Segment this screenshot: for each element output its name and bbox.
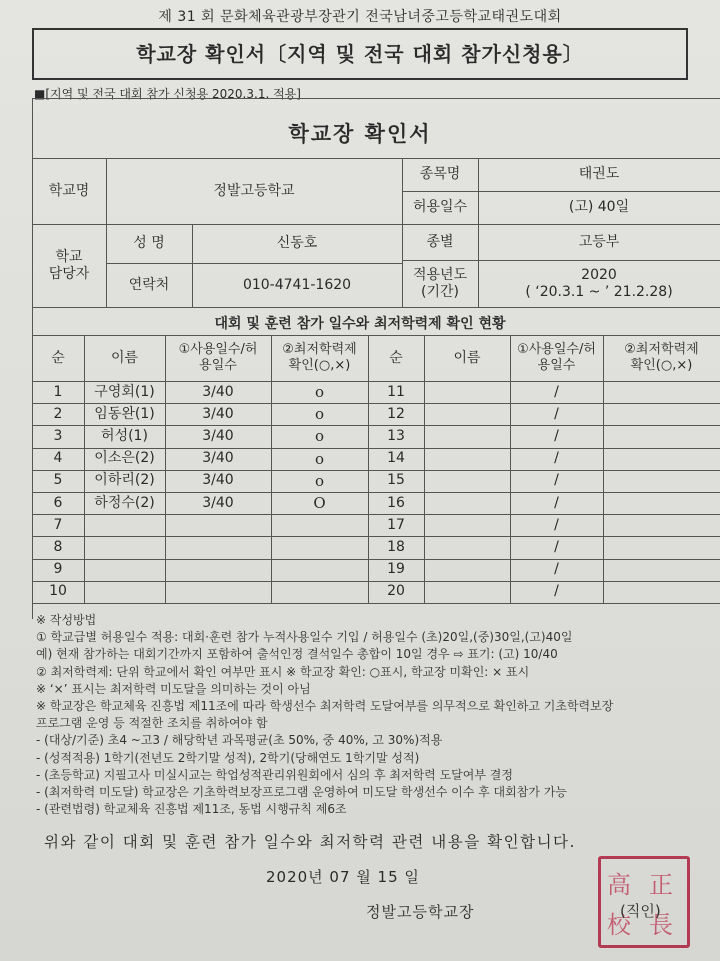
athlete-name — [424, 403, 510, 425]
header-no-left: 순 — [51, 349, 65, 366]
min-grade-check-mark — [603, 559, 720, 581]
signature-date: 2020년 07 월 15 일 — [266, 868, 420, 886]
form-version-note: ■[지역 및 전국 대회 참가 신청용 2020.3.1. 적용] — [34, 87, 301, 101]
document-title: 학교장 확인서 — [288, 122, 432, 146]
used-days: / — [554, 383, 559, 400]
school-name-value: 정발고등학교 — [213, 182, 295, 199]
min-grade-check-mark — [603, 470, 720, 492]
athlete-name — [424, 581, 510, 603]
athlete-name — [424, 448, 510, 470]
manager-label-line1: 학교 — [55, 248, 83, 265]
row-number: 13 — [387, 428, 405, 445]
min-grade-check-mark: o — [314, 427, 325, 446]
athlete-name: 허성(1) — [101, 428, 148, 445]
min-grade-check-mark — [603, 536, 720, 558]
header-no-right: 순 — [389, 349, 403, 366]
note-line: 프로그램 운영 등 적절한 조치를 취하여야 함 — [36, 716, 268, 731]
used-days: / — [554, 405, 559, 422]
row-number: 18 — [387, 539, 405, 556]
min-grade-check-mark: o — [314, 405, 325, 424]
form-title-box — [32, 28, 688, 80]
row-number: 3 — [53, 428, 63, 445]
row-number: 17 — [387, 516, 405, 533]
header-days-line1: ①사용일수/허 — [517, 342, 596, 358]
header-check-right — [603, 335, 720, 381]
note-line: ※ 작성방법 — [36, 613, 97, 627]
min-grade-check-mark — [603, 581, 720, 603]
min-grade-check-mark — [603, 381, 720, 403]
note-line: - (최저학력 미도달) 학교장은 기초학력보장프로그램 운영하여 미도달 학생선수 이수 후 대회참가 가능 — [36, 785, 567, 800]
used-days: 3/40 — [202, 383, 234, 400]
used-days — [165, 581, 271, 603]
header-check-line1: ②최저학력제 — [282, 342, 357, 358]
school-name-label: 학교명 — [48, 182, 90, 199]
category-value: 고등부 — [578, 233, 620, 250]
header-name-left: 이름 — [110, 349, 139, 366]
note-line: - (관련법령) 학교체육 진흥법 제11조, 동법 시행규칙 제6조 — [36, 802, 347, 817]
row-number: 20 — [387, 583, 405, 600]
header-days-right — [510, 335, 603, 381]
athlete-name — [84, 581, 165, 603]
year-value-text: 2020 — [581, 266, 617, 283]
allowed-days-label: 허용일수 — [412, 199, 468, 216]
athlete-name — [424, 425, 510, 447]
min-grade-check-mark — [271, 536, 368, 558]
used-days — [165, 536, 271, 558]
row-number: 12 — [387, 405, 405, 422]
athlete-name — [84, 559, 165, 581]
row-number: 4 — [53, 450, 63, 467]
row-number: 10 — [49, 583, 67, 600]
used-days: / — [554, 583, 559, 600]
event-value: 태권도 — [578, 166, 620, 183]
used-days: 3/40 — [202, 472, 234, 489]
year-value — [478, 260, 720, 307]
athlete-name — [424, 536, 510, 558]
allowed-days-value: (고) 40일 — [568, 199, 630, 216]
used-days: / — [554, 450, 559, 467]
header-days-line1: ①사용일수/허 — [178, 342, 258, 358]
note-line: ② 최저학력제: 단위 학교에서 확인 여부만 표시 ※ 학교장 확인: ○표시, 학교장 미확인: × 표시 — [36, 664, 530, 679]
header-days-line2: 용일수 — [199, 358, 237, 373]
min-grade-check-mark: o — [314, 383, 325, 402]
athlete-name — [424, 514, 510, 536]
athlete-name: 이하리(2) — [94, 472, 155, 489]
form-title: 학교장 확인서〔지역 및 전국 대회 참가신청용〕 — [136, 42, 584, 66]
used-days: / — [554, 561, 559, 578]
header-check-line1: ②최저학력제 — [624, 342, 699, 358]
official-seal: 高 正 校 長 — [598, 856, 690, 948]
writing-instructions — [36, 612, 613, 818]
used-days: / — [554, 428, 559, 445]
header-check-left — [271, 335, 368, 381]
row-number: 5 — [53, 472, 63, 489]
used-days: 3/40 — [202, 450, 234, 467]
manager-label-line2: 담당자 — [48, 265, 90, 282]
manager-label — [32, 224, 106, 307]
min-grade-check-mark: o — [314, 471, 325, 490]
used-days: / — [554, 472, 559, 489]
min-grade-check-mark: O — [313, 494, 326, 513]
row-number: 1 — [53, 383, 63, 400]
note-line: - (성적적용) 1학기(전년도 2학기말 성적), 2학기(당해연도 1학기말 성적) — [36, 750, 420, 765]
contact-value: 010-4741-1620 — [242, 276, 352, 293]
row-number: 15 — [387, 472, 405, 489]
row-number: 7 — [53, 516, 63, 533]
athlete-name — [84, 536, 165, 558]
manager-name-label: 성 명 — [133, 235, 165, 252]
min-grade-check-mark — [603, 514, 720, 536]
row-number: 11 — [387, 383, 405, 400]
row-number: 8 — [53, 539, 63, 556]
note-line: 예) 현재 참가하는 대회기간까지 포함하여 출석인정 결석일수 총합이 10일 경우 ⇨ 표기: (고) 10/40 — [36, 647, 558, 662]
row-number: 9 — [53, 561, 63, 578]
contact-label: 연락처 — [128, 276, 170, 293]
header-check-line2: 확인(○,×) — [630, 358, 693, 373]
header-days-left — [165, 335, 271, 381]
year-label — [402, 260, 478, 307]
used-days — [165, 559, 271, 581]
note-line: ※ ‘×’ 표시는 최저학력 미도달을 의미하는 것이 아님 — [36, 681, 311, 696]
note-line: - (초등학교) 지필고사 미실시교는 학업성적관리위원회에서 심의 후 최저학력 도달여부 결정 — [36, 767, 513, 782]
participation-section-title: 대회 및 훈련 참가 일수와 최저학력제 확인 현황 — [214, 316, 506, 332]
seal-label: (직인) — [620, 902, 661, 920]
athlete-name — [424, 492, 510, 514]
row-number: 6 — [53, 494, 63, 511]
athlete-name: 구영회(1) — [94, 383, 155, 400]
event-title: 제 31 회 문화체육관광부장관기 전국남녀중고등학교태권도대회 — [158, 9, 562, 25]
min-grade-check-mark — [271, 559, 368, 581]
row-number: 2 — [53, 405, 63, 422]
athlete-name: 임동완(1) — [94, 405, 155, 422]
used-days: / — [554, 494, 559, 511]
confirmation-statement: 위와 같이 대회 및 훈련 참가 일수와 최저학력 관련 내용을 확인합니다. — [44, 833, 576, 851]
athlete-name: 이소은(2) — [94, 450, 155, 467]
note-line: ① 학교급별 허용일수 적용: 대회·훈련 참가 누적사용일수 기입 / 허용일수 (초)20일,(중)30일,(고)40일 — [36, 630, 573, 645]
min-grade-check-mark — [603, 425, 720, 447]
min-grade-check-mark: o — [314, 449, 325, 468]
min-grade-check-mark — [271, 581, 368, 603]
min-grade-check-mark — [603, 448, 720, 470]
athlete-name — [424, 381, 510, 403]
row-number: 16 — [387, 494, 405, 511]
used-days: 3/40 — [202, 494, 234, 511]
year-label-line2: (기간) — [421, 283, 459, 300]
athlete-name — [424, 559, 510, 581]
used-days: 3/40 — [202, 405, 234, 422]
note-line: ※ 학교장은 학교체육 진흥법 제11조에 따라 학생선수 최저학력 도달여부를 의무적으로 확인하고 기초학력보장 — [36, 699, 614, 714]
athlete-name — [424, 470, 510, 492]
used-days: / — [554, 539, 559, 556]
used-days: / — [554, 516, 559, 533]
min-grade-check-mark — [603, 492, 720, 514]
min-grade-check-mark — [271, 514, 368, 536]
period-value: ( ‘20.3.1 ~ ’ 21.2.28) — [525, 283, 673, 300]
header-days-line2: 용일수 — [537, 358, 576, 373]
note-line: - (대상/기준) 초4 ~고3 / 해당학년 과목평균(초 50%, 중 40%, 고 30%)적용 — [36, 733, 443, 748]
used-days: 3/40 — [202, 428, 234, 445]
athlete-name: 하정수(2) — [94, 494, 155, 511]
year-label-line1: 적용년도 — [412, 266, 468, 283]
athlete-name — [84, 514, 165, 536]
header-name-right: 이름 — [453, 349, 481, 366]
principal-signature: 정발고등학교장 — [366, 903, 475, 921]
category-label: 종별 — [426, 233, 454, 250]
row-number: 14 — [387, 450, 405, 467]
used-days — [165, 514, 271, 536]
min-grade-check-mark — [603, 403, 720, 425]
header-check-line2: 확인(○,×) — [288, 358, 351, 373]
manager-name-value: 신동호 — [276, 235, 318, 252]
row-number: 19 — [387, 561, 405, 578]
event-label: 종목명 — [419, 166, 461, 183]
